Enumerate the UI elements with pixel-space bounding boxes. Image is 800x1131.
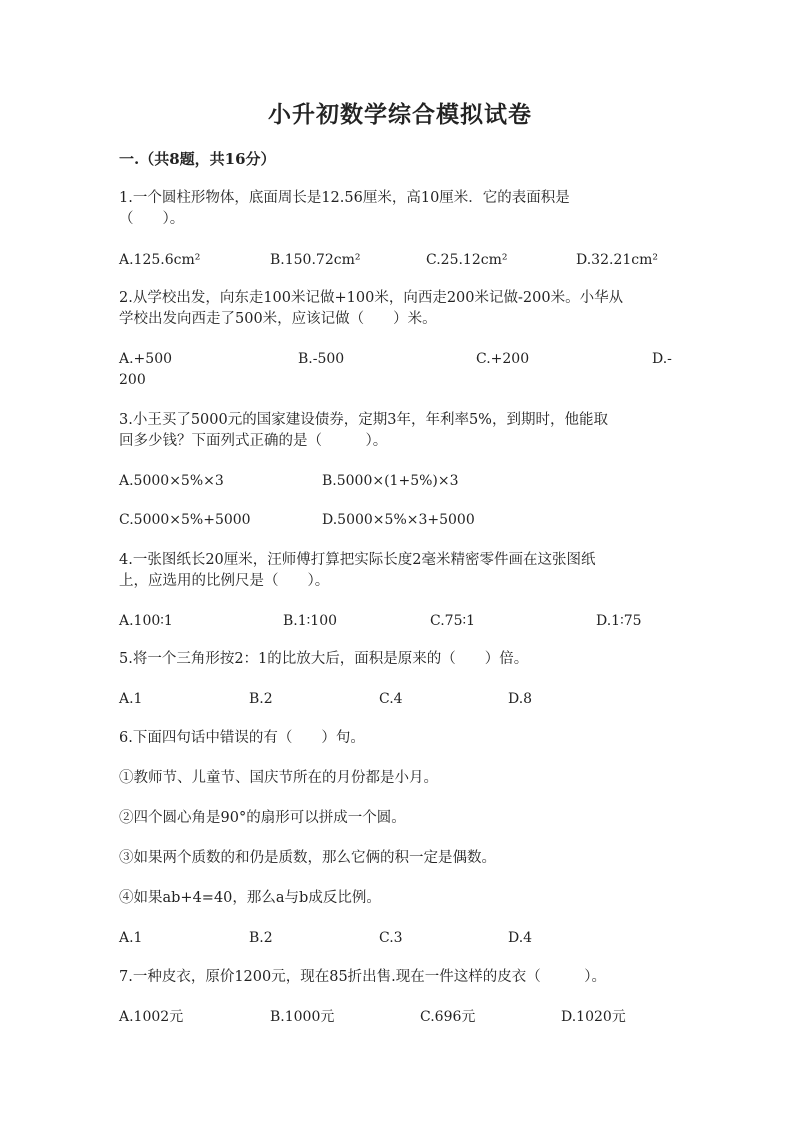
q5-option-a: A.1: [119, 691, 143, 707]
q1-option-d: D.32.21cm²: [576, 252, 658, 268]
q4-option-b: B.1∶100: [283, 613, 338, 629]
question-2-text: 2.从学校出发，向东走100米记做+100米，向西走200米记做-200米。小华从: [119, 290, 624, 306]
q6-option-d: D.4: [508, 930, 533, 946]
q5-option-c: C.4: [379, 691, 403, 707]
q7-option-b: B.1000元: [270, 1009, 335, 1025]
q7-option-c: C.696元: [420, 1009, 476, 1025]
question-7-text: 7.一种皮衣，原价1200元，现在85折出售.现在一件这样的皮衣（ ）。: [119, 969, 607, 985]
q2-option-a: A.+500: [119, 351, 173, 367]
q1-option-b: B.150.72cm²: [270, 252, 361, 268]
q1-option-a: A.125.6cm²: [119, 252, 201, 268]
q4-option-d: D.1∶75: [596, 613, 642, 629]
question-6-text: 6.下面四句话中错误的有（ ）句。: [119, 730, 365, 746]
q5-option-b: B.2: [249, 691, 273, 707]
question-3-text: 3.小王买了5000元的国家建设债券，定期3年，年利率5%，到期时，他能取: [119, 412, 608, 428]
q3-option-c: C.5000×5%+5000: [119, 512, 251, 528]
section-heading: 一.（共8题，共16分）: [119, 150, 276, 168]
q2-option-d-wrap: 200: [119, 372, 146, 388]
question-5-text: 5.将一个三角形按2：1的比放大后，面积是原来的（ ）倍。: [119, 651, 529, 667]
q6-statement-2: ②四个圆心角是90°的扇形可以拼成一个圆。: [119, 810, 406, 826]
q2-option-d: D.-: [652, 351, 672, 367]
q6-option-a: A.1: [119, 930, 143, 946]
q6-statement-4: ④如果ab+4=40，那么a与b成反比例。: [119, 890, 381, 906]
q7-option-d: D.1020元: [561, 1009, 626, 1025]
q5-option-d: D.8: [508, 691, 533, 707]
question-2-text-cont: 学校出发向西走了500米，应该记做（ ）米。: [119, 311, 437, 327]
question-1-text: 1.一个圆柱形物体，底面周长是12.56厘米，高10厘米．它的表面积是: [119, 190, 570, 206]
q6-statement-3: ③如果两个质数的和仍是质数，那么它俩的积一定是偶数。: [119, 850, 496, 866]
q3-option-b: B.5000×(1+5%)×3: [322, 473, 459, 489]
q3-option-d: D.5000×5%×3+5000: [322, 512, 475, 528]
page-title: 小升初数学综合模拟试卷: [268, 101, 532, 128]
q4-option-c: C.75∶1: [430, 613, 476, 629]
question-3-text-cont: 回多少钱？下面列式正确的是（ ）。: [119, 433, 388, 449]
q7-option-a: A.1002元: [119, 1009, 184, 1025]
question-1-blank: （ ）。: [119, 211, 185, 227]
q3-option-a: A.5000×5%×3: [119, 473, 224, 489]
question-4-text-cont: 上，应选用的比例尺是（ ）。: [119, 573, 330, 589]
q1-option-c: C.25.12cm²: [426, 252, 508, 268]
q6-statement-1: ①教师节、儿童节、国庆节所在的月份都是小月。: [119, 770, 438, 786]
q2-option-b: B.-500: [298, 351, 345, 367]
q6-option-c: C.3: [379, 930, 403, 946]
question-4-text: 4.一张图纸长20厘米，汪师傅打算把实际长度2毫米精密零件画在这张图纸: [119, 552, 596, 568]
q2-option-c: C.+200: [476, 351, 530, 367]
q6-option-b: B.2: [249, 930, 273, 946]
q4-option-a: A.100∶1: [119, 613, 173, 629]
